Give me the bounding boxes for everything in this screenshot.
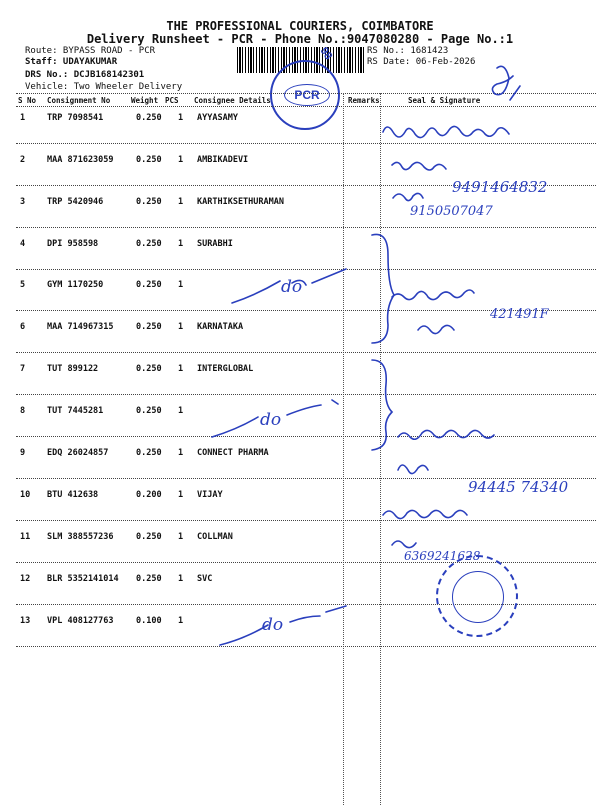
cell-consignment: MAA 714967315 <box>47 322 114 332</box>
cell-weight: 0.250 <box>136 197 162 207</box>
cell-weight: 0.100 <box>136 616 162 626</box>
cell-pcs: 1 <box>178 280 184 290</box>
cell-pcs: 1 <box>178 155 184 165</box>
cell-sno: 4 <box>20 239 26 249</box>
cell-sno: 7 <box>20 364 26 374</box>
signature-row1 <box>383 126 509 137</box>
stamp-code: PCR <box>284 84 330 106</box>
row-divider <box>16 185 596 186</box>
cell-consignee: AMBIKADEVI <box>197 155 249 165</box>
cell-sno: 13 <box>20 616 31 626</box>
cell-consignment: BLR 5352141014 <box>47 574 119 584</box>
cell-pcs: 1 <box>178 197 184 207</box>
cell-consignee: INTERGLOBAL <box>197 364 254 374</box>
cell-pcs: 1 <box>178 532 184 542</box>
cell-consignee: VIJAY <box>197 490 223 500</box>
col-consignment: Consignment No <box>47 96 111 105</box>
signature-mark <box>492 66 520 100</box>
handwritten-phone-3: 94445 74340 <box>468 478 569 496</box>
staff-label: Staff: UDAYAKUMAR <box>25 57 118 67</box>
cell-consignment: VPL 408127763 <box>47 616 114 626</box>
signature-row8 <box>398 430 494 439</box>
handwritten-phone-1: 9491464832 <box>452 178 548 196</box>
cell-sno: 9 <box>20 448 26 458</box>
cell-sno: 2 <box>20 155 26 165</box>
cell-sno: 11 <box>20 532 31 542</box>
divider <box>16 93 596 94</box>
cell-weight: 0.250 <box>136 574 162 584</box>
cell-pcs: 1 <box>178 406 184 416</box>
cell-consignee: KARNATAKA <box>197 322 244 332</box>
handwritten-phone-2: 9150507047 <box>410 204 493 219</box>
row-divider <box>16 352 596 353</box>
cell-weight: 0.250 <box>136 448 162 458</box>
ditto-mark-5: do <box>281 277 303 297</box>
table-row <box>0 448 600 462</box>
cell-consignment: MAA 871623059 <box>47 155 114 165</box>
cell-consignment: GYM 1170250 <box>47 280 104 290</box>
row-divider <box>16 143 596 144</box>
col-consignee: Consignee Details <box>194 96 271 105</box>
drs-label: DRS No.: DCJB168142301 <box>25 70 145 80</box>
cell-sno: 8 <box>20 406 26 416</box>
vehicle-label: Vehicle: Two Wheeler Delivery <box>25 82 183 92</box>
rs-number: RS No.: 1681423 <box>367 46 449 56</box>
cell-pcs: 1 <box>178 239 184 249</box>
table-row <box>0 155 600 169</box>
cell-consignee: KARTHIKSETHURAMAN <box>197 197 284 207</box>
row-divider <box>16 227 596 228</box>
signature-row9 <box>398 465 428 474</box>
row-divider <box>16 269 596 270</box>
handwritten-phone-4: 6369241628 <box>404 549 481 563</box>
table-row <box>0 280 600 294</box>
rs-date: RS Date: 06-Feb-2026 <box>367 57 476 67</box>
table-row <box>0 406 600 420</box>
cell-pcs: 1 <box>178 113 184 123</box>
company-seal <box>436 555 518 637</box>
col-remarks: Remarks <box>348 96 380 105</box>
cell-weight: 0.250 <box>136 239 162 249</box>
row-divider <box>16 646 596 647</box>
cell-consignment: DPI 958598 <box>47 239 99 249</box>
stamp-digits: 98 <box>317 45 335 63</box>
cell-consignment: TRP 5420946 <box>47 197 104 207</box>
row-divider <box>16 478 596 479</box>
cell-weight: 0.250 <box>136 280 162 290</box>
runsheet-subtitle: Delivery Runsheet - PCR - Phone No.:9047080280 - Page No.:1 <box>86 32 514 46</box>
cell-sno: 5 <box>20 280 26 290</box>
table-row <box>0 364 600 378</box>
cell-sno: 10 <box>20 490 31 500</box>
table-row <box>0 239 600 253</box>
cell-consignment: TRP 7098541 <box>47 113 104 123</box>
cell-pcs: 1 <box>178 322 184 332</box>
cell-consignee: COLLMAN <box>197 532 233 542</box>
cell-sno: 12 <box>20 574 31 584</box>
row-divider <box>16 310 596 311</box>
company-title: THE PROFESSIONAL COURIERS, COIMBATORE <box>166 19 434 33</box>
cell-consignee: CONNECT PHARMA <box>197 448 269 458</box>
row-divider <box>16 394 596 395</box>
cell-weight: 0.250 <box>136 364 162 374</box>
cell-consignment: EDQ 26024857 <box>47 448 109 458</box>
signature-row10 <box>383 510 467 518</box>
cell-consignee: SVC <box>197 574 213 584</box>
cell-consignment: TUT 899122 <box>47 364 99 374</box>
divider <box>16 106 596 107</box>
table-row <box>0 532 600 546</box>
cell-weight: 0.200 <box>136 490 162 500</box>
row-divider <box>16 562 596 563</box>
col-weight: Weight <box>131 96 159 105</box>
table-row <box>0 322 600 336</box>
cell-consignee: AYYASAMY <box>197 113 238 123</box>
cell-pcs: 1 <box>178 490 184 500</box>
cell-consignment: BTU 412638 <box>47 490 99 500</box>
cell-sno: 6 <box>20 322 26 332</box>
table-row <box>0 197 600 211</box>
row-divider <box>16 520 596 521</box>
cell-sno: 3 <box>20 197 26 207</box>
ditto-mark-8: do <box>260 410 282 430</box>
col-seal: Seal & Signature <box>408 96 481 105</box>
table-row <box>0 113 600 127</box>
cell-weight: 0.250 <box>136 532 162 542</box>
row-divider <box>16 436 596 437</box>
cell-weight: 0.250 <box>136 406 162 416</box>
col-pcs: PCS <box>165 96 179 105</box>
cell-consignment: TUT 7445281 <box>47 406 104 416</box>
cell-consignee: SURABHI <box>197 239 233 249</box>
cell-sno: 1 <box>20 113 26 123</box>
col-sno: S No <box>18 96 37 105</box>
cell-weight: 0.250 <box>136 113 162 123</box>
cell-pcs: 1 <box>178 364 184 374</box>
cell-pcs: 1 <box>178 574 184 584</box>
cell-pcs: 1 <box>178 616 184 626</box>
cell-weight: 0.250 <box>136 322 162 332</box>
ditto-mark-13: do <box>262 615 284 635</box>
route-label: Route: BYPASS ROAD - PCR <box>25 46 156 56</box>
cell-pcs: 1 <box>178 448 184 458</box>
cell-weight: 0.250 <box>136 155 162 165</box>
handwritten-code: 421491F <box>490 307 549 322</box>
cell-consignment: SLM 388557236 <box>47 532 114 542</box>
table-row <box>0 490 600 504</box>
